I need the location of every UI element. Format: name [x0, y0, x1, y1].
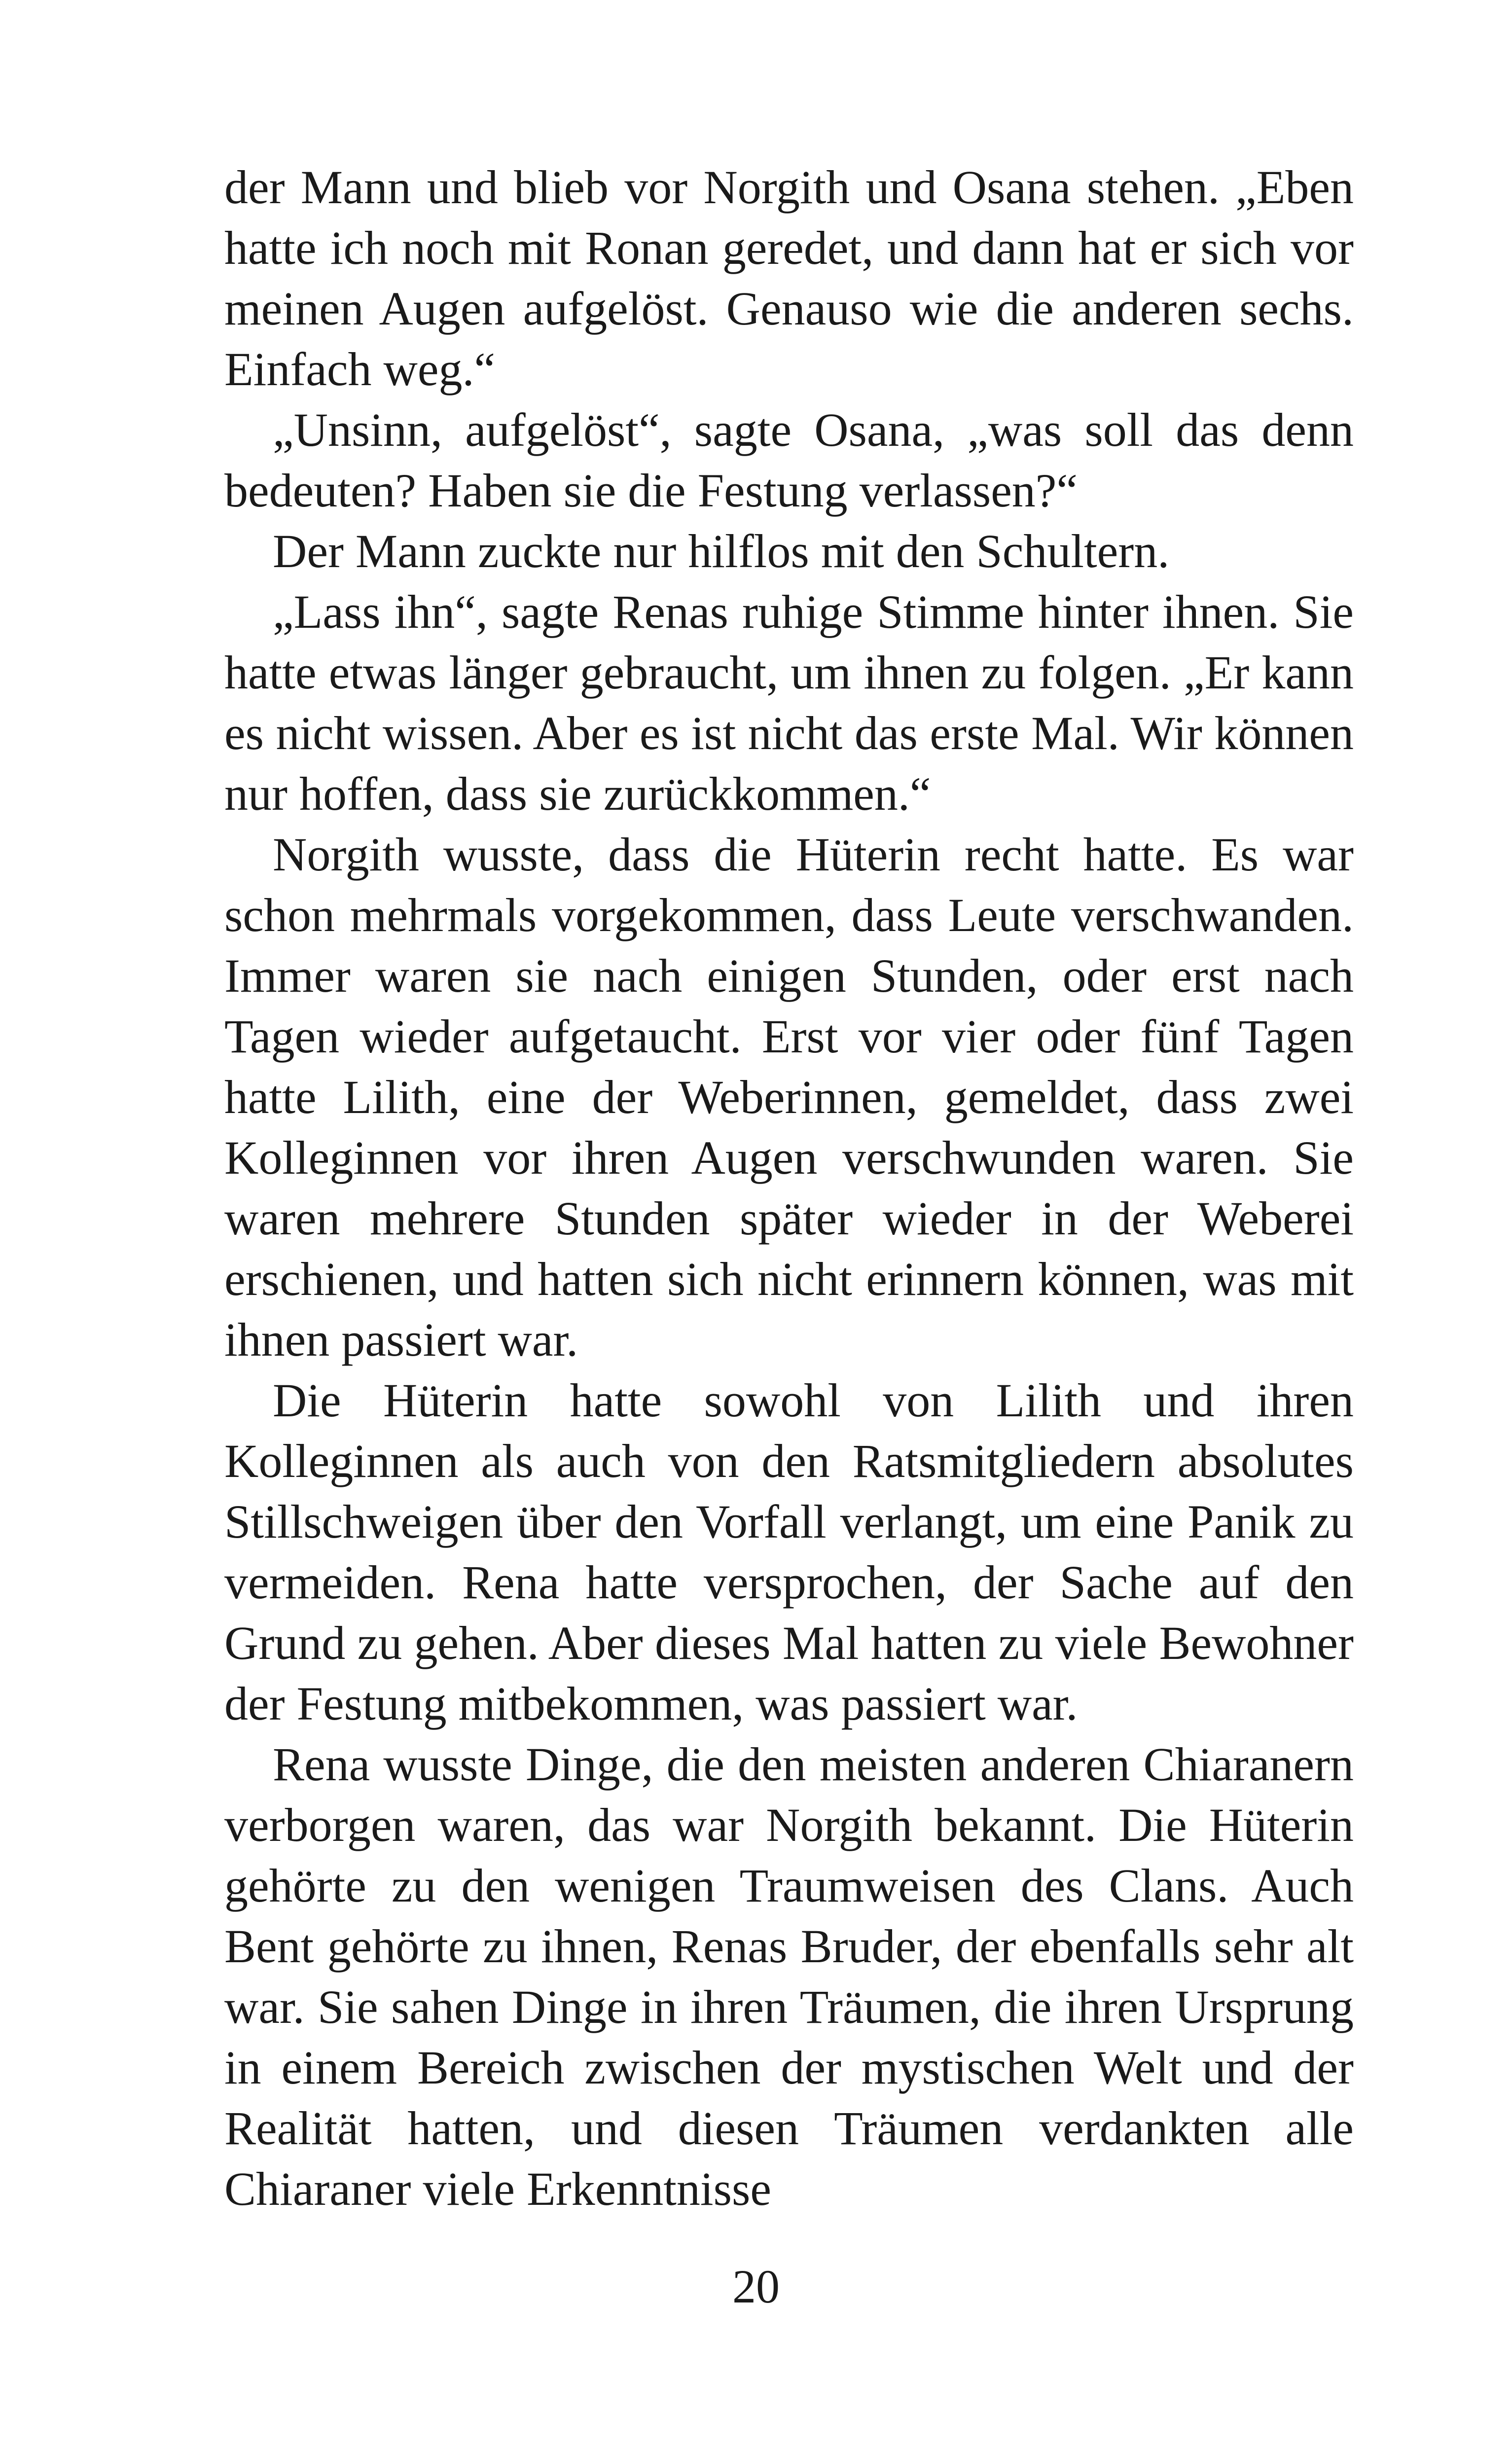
- paragraph-5: Norgith wusste, dass die Hüterin recht hatte. Es war schon mehrmals vorgekommen, dass Leute verschwanden. Immer waren sie nach einigen Stunden, oder erst nach Tagen wieder aufgetaucht. Erst vor vier oder fünf Tagen hatte Lilith, eine der Weberinnen, gemeldet, dass zwei Kolleginnen vor ihren Augen verschwunden waren. Sie waren mehrere Stunden später wieder in der Weberei erschienen, und hatten sich nicht erinnern können, was mit ihnen passiert war.: [224, 828, 1354, 1366]
- paragraph-6: Die Hüterin hatte sowohl von Lilith und ihren Kolleginnen als auch von den Ratsmitgliedern absolutes Stillschweigen über den Vorfall verlangt, um eine Panik zu vermeiden. Rena hatte versprochen, der Sache auf den Grund zu gehen. Aber dieses Mal hatten zu viele Bewohner der Festung mitbekommen, was passiert war.: [224, 1374, 1354, 1730]
- paragraph-2: „Unsinn, aufgelöst“, sagte Osana, „was soll das denn bedeuten? Haben sie die Festung verlassen?“: [224, 403, 1354, 517]
- page-number: 20: [732, 2260, 780, 2313]
- body-text: [224, 157, 1354, 2219]
- paragraph-1: der Mann und blieb vor Norgith und Osana stehen. „Eben hatte ich noch mit Ronan geredet, und dann hat er sich vor meinen Augen aufgelöst. Genauso wie die anderen sechs. Einfach weg.“: [224, 161, 1354, 396]
- paragraph-4: „Lass ihn“, sagte Renas ruhige Stimme hinter ihnen. Sie hatte etwas länger gebraucht, um ihnen zu folgen. „Er kann es nicht wissen. Aber es ist nicht das erste Mal. Wir können nur hoffen, dass sie zurückkommen.“: [224, 585, 1354, 820]
- paragraph-3: Der Mann zuckte nur hilflos mit den Schultern.: [273, 525, 1170, 577]
- paragraph-7: Rena wusste Dinge, die den meisten anderen Chiaranern verborgen waren, das war Norgith bekannt. Die Hüterin gehörte zu den wenigen Traumweisen des Clans. Auch Bent gehörte zu ihnen, Renas Bruder, der ebenfalls sehr alt war. Sie sahen Dinge in ihren Träumen, die ihren Ursprung in einem Bereich zwischen der mystischen Welt und der Realität hatten, und diesen Träumen verdankten alle Chiaraner viele Erkenntnisse: [224, 1738, 1354, 2215]
